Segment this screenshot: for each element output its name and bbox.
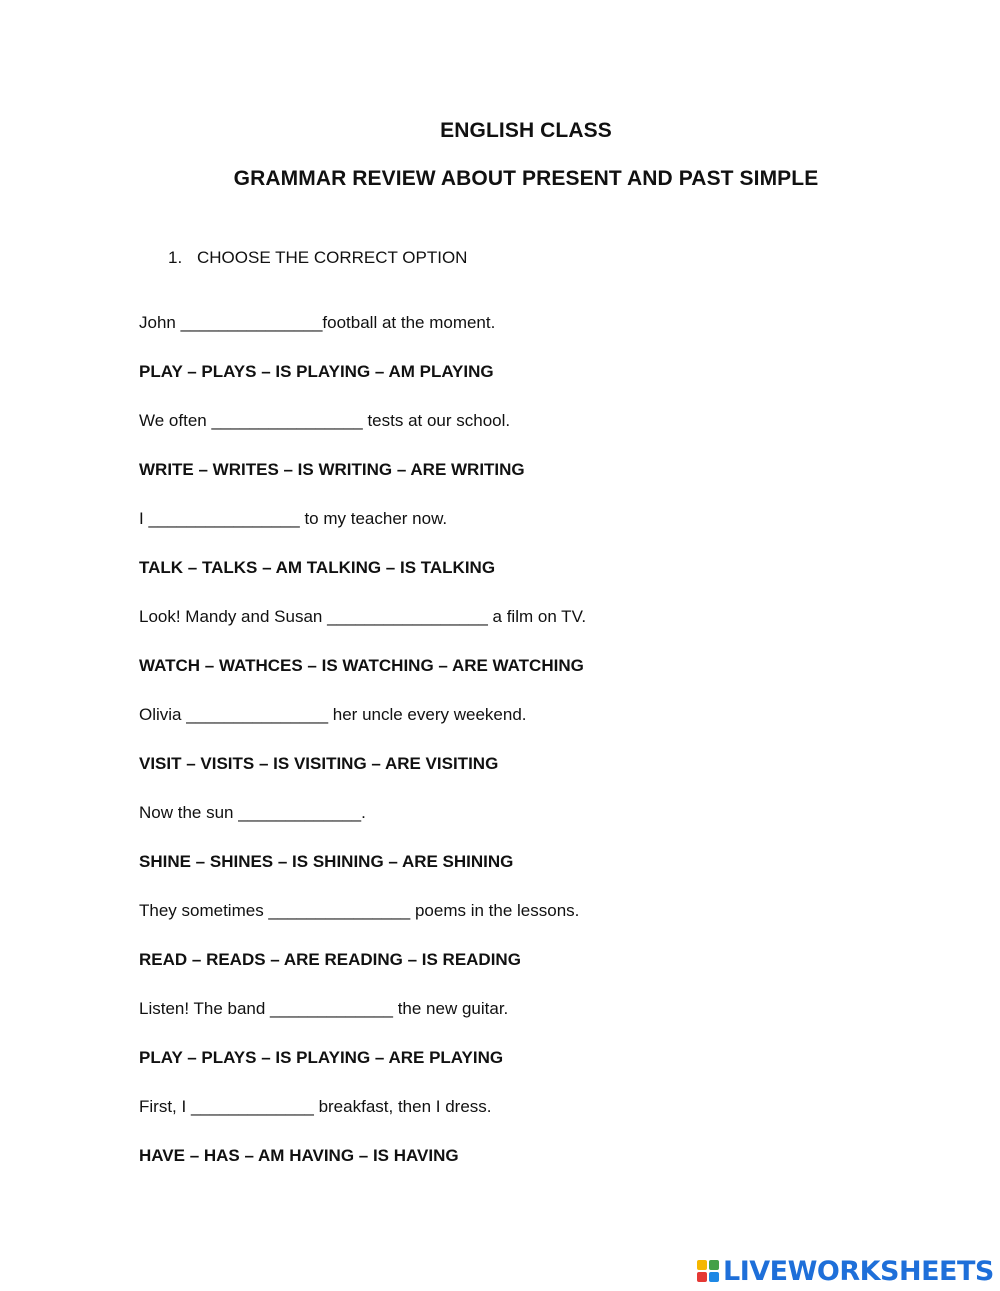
exercise-item <box>139 997 939 1095</box>
exercise-list <box>139 311 939 1193</box>
section-heading-text: CHOOSE THE CORRECT OPTION <box>197 248 468 267</box>
exercise-item <box>139 1095 939 1193</box>
logo-block <box>697 1272 707 1282</box>
exercise-sentence: John _______________football at the moment. <box>139 313 496 332</box>
exercise-item <box>139 409 939 507</box>
exercise-options: WRITE – WRITES – IS WRITING – ARE WRITING <box>139 460 525 479</box>
exercise-sentence: Look! Mandy and Susan _________________ a film on TV. <box>139 607 587 626</box>
exercise-sentence: They sometimes _______________ poems in the lessons. <box>139 901 580 920</box>
exercise-item <box>139 507 939 605</box>
logo-block <box>709 1272 719 1282</box>
exercise-sentence: We often ________________ tests at our school. <box>139 411 511 430</box>
logo-blocks-icon <box>697 1260 719 1282</box>
exercise-options: PLAY – PLAYS – IS PLAYING – AM PLAYING <box>139 362 494 381</box>
page-title: ENGLISH CLASS <box>440 119 612 142</box>
exercise-sentence: I ________________ to my teacher now. <box>139 509 448 528</box>
exercise-options: SHINE – SHINES – IS SHINING – ARE SHINING <box>139 852 514 871</box>
page-subtitle: GRAMMAR REVIEW ABOUT PRESENT AND PAST SIMPLE <box>233 167 819 190</box>
logo-block <box>697 1260 707 1270</box>
exercise-item <box>139 703 939 801</box>
exercise-item <box>139 311 939 409</box>
exercise-options: HAVE – HAS – AM HAVING – IS HAVING <box>139 1146 459 1165</box>
exercise-sentence: Listen! The band _____________ the new guitar. <box>139 999 509 1018</box>
exercise-options: VISIT – VISITS – IS VISITING – ARE VISITING <box>139 754 499 773</box>
logo-text: LIVEWORKSHEETS <box>723 1255 994 1287</box>
exercise-sentence: Now the sun _____________. <box>139 803 366 822</box>
logo-block <box>709 1260 719 1270</box>
section-number: 1. <box>168 248 183 267</box>
section-heading <box>168 248 467 268</box>
exercise-sentence: Olivia _______________ her uncle every weekend. <box>139 705 527 724</box>
liveworksheets-logo <box>697 1255 994 1287</box>
exercise-item <box>139 605 939 703</box>
exercise-options: PLAY – PLAYS – IS PLAYING – ARE PLAYING <box>139 1048 504 1067</box>
exercise-item <box>139 899 939 997</box>
exercise-sentence: First, I _____________ breakfast, then I dress. <box>139 1097 492 1116</box>
exercise-item <box>139 801 939 899</box>
exercise-options: READ – READS – ARE READING – IS READING <box>139 950 521 969</box>
exercise-options: WATCH – WATHCES – IS WATCHING – ARE WATCHING <box>139 656 584 675</box>
exercise-options: TALK – TALKS – AM TALKING – IS TALKING <box>139 558 496 577</box>
